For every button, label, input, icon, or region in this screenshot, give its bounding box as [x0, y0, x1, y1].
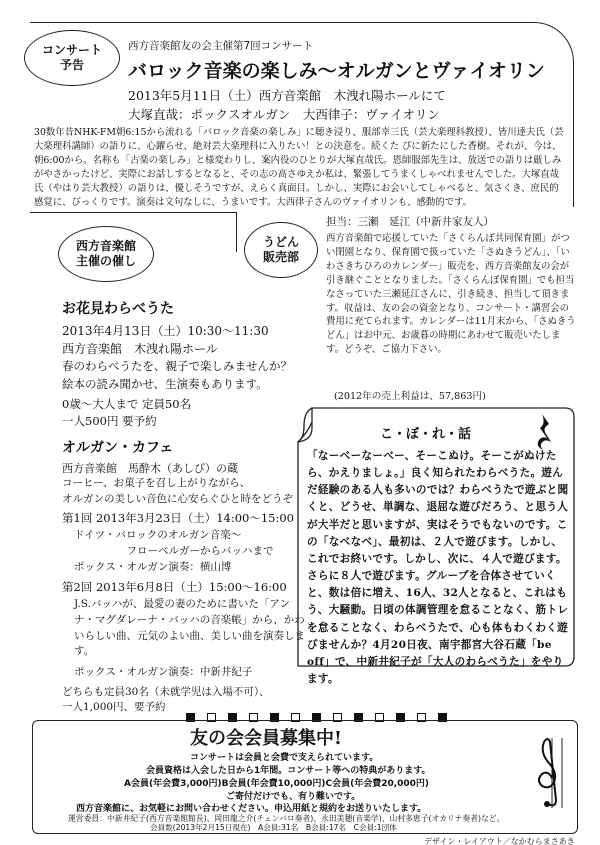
events-badge [58, 226, 154, 282]
membership-count: 会員数(2013年2月15日現在) A会員:31名 B会員:17名 C会員:1団体 [150, 823, 397, 832]
cafe-place: 西方音楽館 馬酔木（あしび）の蔵 [62, 462, 238, 475]
udon-badge-label: うどん 販売部 [262, 235, 299, 264]
concert-host: 西方音楽館友の会主催第7回コンサート [128, 40, 314, 52]
membership-line1: コンサートは会員と会費で支えられています。 [190, 753, 379, 763]
hanami-title: お花見わらべうた [62, 301, 174, 317]
events-badge-label: 西方音楽館 主催の催し [75, 239, 136, 268]
cafe-session1-desc: ドイツ・バロックのオルガン音楽〜 フローベルガーからバッハまで [74, 529, 274, 557]
hanami-fee: 一人500円 要予約 [62, 414, 157, 428]
events-divider-top [30, 212, 236, 213]
music-rest-icon [534, 412, 556, 452]
concert-date-place: 2013年5月11日（土）西方音楽館 木洩れ陽ホールにて [128, 88, 446, 103]
udon-body: 西方音楽館で応援していた「さくらんぼ共同保育園」がつい閉園となり、保育園で扱っていた「さぬきうどん」、「いわさきちひろのカレンダー」販売を、西方音楽館友の会が引き継ぐこととなりました。「さくらんぼ保育園」でも担当なさっていた三瀬延江さんに、引き続き、担当して頂きます。収益は、友の会の資金となり、コンサート・講習会の費用に充てられます。カレンダーは11月末から、「さぬきうどん」はお中元、お歳暮の時期にあわせて販売いたします。どうぞ、ご協力下さい。 [326, 233, 576, 356]
treble-clef-icon [526, 734, 570, 812]
cafe-session1-date: 第1回 2013年3月23日（土）14:00〜15:00 [62, 511, 294, 525]
cafe-session2-date: 第2回 2013年6月8日（土）15:00〜16:00 [62, 580, 287, 594]
hanami-place: 西方音楽館 木洩れ陽ホール [62, 342, 218, 356]
cafe-capacity: どちらも定員30名（未就学児は入場不可）、 [62, 686, 270, 698]
cafe-session2-player: ポックス・オルガン演奏：中新井紀子 [74, 666, 253, 678]
udon-badge [244, 222, 318, 278]
membership-line5: 西方音楽館に、お気軽にお問い合わせください。申込用紙と規約をお送りいたします。 [76, 804, 427, 814]
cafe-session1-player: ポックス・オルガン演奏：横山博 [74, 561, 232, 573]
membership-line3: A会員(年会費3,000円)B会員(年会費10,000円)C会員(年会費20,000円) [124, 779, 430, 789]
credit: デザイン・レイアウト／なかむらまさあき [424, 837, 575, 845]
udon-sales: (2012年の売上利益は、57,863円) [334, 391, 486, 402]
column-title: こ・ぼ・れ・話 [380, 427, 472, 442]
hanami-desc: 春のわらべうたを、親子で楽しみませんか？ 絵本の読み聞かせ、生演奏もあります。 [62, 359, 292, 391]
udon-person: 担当：三瀬 延江（中新井家友人） [326, 216, 494, 228]
concert-badge-label: コンサート 予告 [41, 43, 102, 72]
membership-committee: 運営委員：中新井紀子(西方音楽館館長)、岡田龍之介(チェンバロ奏者)、永田美穂(音楽学)、山村多恵子(オカリナ奏者)など。 [68, 814, 505, 823]
events-divider-right [236, 212, 237, 252]
membership-line4: ご寄付だけでも、有り難いです。 [226, 792, 361, 802]
membership-line2: 会員資格は入会した日から1年間。コンサート等への特典があります。 [146, 766, 431, 776]
membership-title: 友の会会員募集中! [190, 728, 342, 749]
concert-performers: 大塚直哉：ポックスオルガン 大西律子：ヴァイオリン [128, 107, 440, 122]
hanami-capacity: 0歳〜大人まで 定員50名 [62, 397, 192, 411]
column-body: 「なーべーなーべー、そーこぬけ。そーこがぬけたら、かえりましょ。」良く知られたわらべうた。遊んだ経験のある人も多いのでは？わらべうたで遊ぶと聞くと、どうせ、単調な、退屈な遊びだろう、と思う人が大半だと思いますが、実はそうでもないのです。この「なべなべ」、最初は、２人で遊びます。しかし、これでお終いです。しかし、次に、４人で遊びます。さらに８人で遊びます。グループを合体させていくと、数は倍に増え、16人、32人となると、これはもう、大騒動。日頃の体調管理を怠ることなく、筋トレを怠ることなく、わらべうたで、心も体もわくわく遊びませんか？4月20日夜、南宇都宮大谷石蔵「be off」で、中新井紀子が「大人のわらべうた」をやります。 [307, 450, 569, 686]
cafe-title: オルガン・カフェ [62, 440, 174, 456]
cafe-session2-desc: J.S.バッハが、最愛の妻のために書いた「アンナ・マグダレーナ・バッハの音楽帳」から、かわいらしい曲、元気のよい曲、美しい曲を演奏します。 [74, 598, 305, 658]
concert-title: バロック音楽の楽しみ〜オルガンとヴァイオリン [128, 60, 545, 82]
concert-badge [24, 30, 120, 86]
concert-body: 30数年昔NHK-FM朝6:15から流れる「バロック音楽の楽しみ」に聴き浸り、服部幸三氏（芸大楽理科教授）、皆川達夫氏（芸大楽理科講師）の語りに、心躍らせ、絶対芸大楽理科に入りたい！との決意を。続くた ぴに新たにした香樹。それが、今は、朝6:00から。名称も「古楽の楽しみ」と様変わりし、案内役のひとりが大塚直哉氏。恩師服部先生は、放送での語りは厳しみがやさかったけど、実際にお話しするとなると、その志の高さゆえか私は、緊張してうまくしゃべれませんでした。大塚直哉氏（やはり芸大教授）の語りは、優しそうですが、えらく真面目。しかし、実際にお会いしてしゃべると、気さくき、庶民的感覚に、びっくりです。演奏は文句なしに、うまいです。大西律子さんのヴァイオリンも、感動的です。 [34, 127, 564, 208]
cafe-desc: コーヒー、お菓子を召し上がりながら、 オルガンの美しい音色に心安らぐひと時をどうぞ [62, 477, 293, 505]
cafe-fee: 一人1,000円、要予約 [62, 701, 166, 713]
hanami-date: 2013年4月13日（土）10:30〜11:30 [62, 324, 269, 338]
